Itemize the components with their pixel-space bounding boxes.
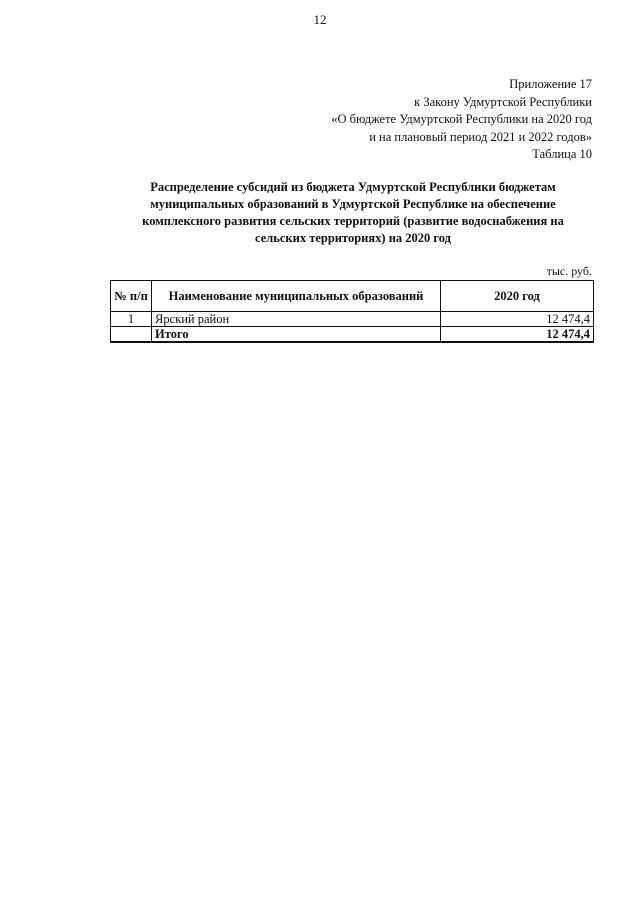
table-number: Таблица 10 <box>532 147 592 161</box>
row-value: 12 474,4 <box>441 312 594 327</box>
table-header-row <box>111 281 594 312</box>
title-line: сельских территориях) на 2020 год <box>255 231 451 245</box>
header-year: 2020 год <box>441 281 594 312</box>
table-total-row <box>111 327 594 343</box>
total-number <box>111 327 152 343</box>
title-line: муниципальных образований в Удмуртской Республике на обеспечение <box>150 197 556 211</box>
document-title <box>118 179 588 247</box>
header-number: № п/п <box>111 281 152 312</box>
appendix-line: «О бюджете Удмуртской Республики на 2020 год <box>331 112 592 126</box>
header-municipality: Наименование муниципальных образований <box>152 281 441 312</box>
table-row <box>111 312 594 327</box>
row-number: 1 <box>111 312 152 327</box>
row-municipality: Ярский район <box>152 312 441 327</box>
total-value: 12 474,4 <box>441 327 594 343</box>
total-label: Итого <box>152 327 441 343</box>
appendix-line: к Закону Удмуртской Республики <box>414 94 592 109</box>
title-line: комплексного развития сельских территорий (развитие водоснабжения на <box>142 214 564 228</box>
appendix-line: Приложение 17 <box>509 77 592 91</box>
appendix-reference <box>331 76 592 164</box>
subsidy-table <box>110 280 594 343</box>
title-line: Распределение субсидий из бюджета Удмуртской Республики бюджетам <box>150 180 556 194</box>
page-number: 12 <box>313 12 327 27</box>
units-label: тыс. руб. <box>546 264 592 278</box>
appendix-line: и на плановый период 2021 и 2022 годов» <box>369 129 592 144</box>
